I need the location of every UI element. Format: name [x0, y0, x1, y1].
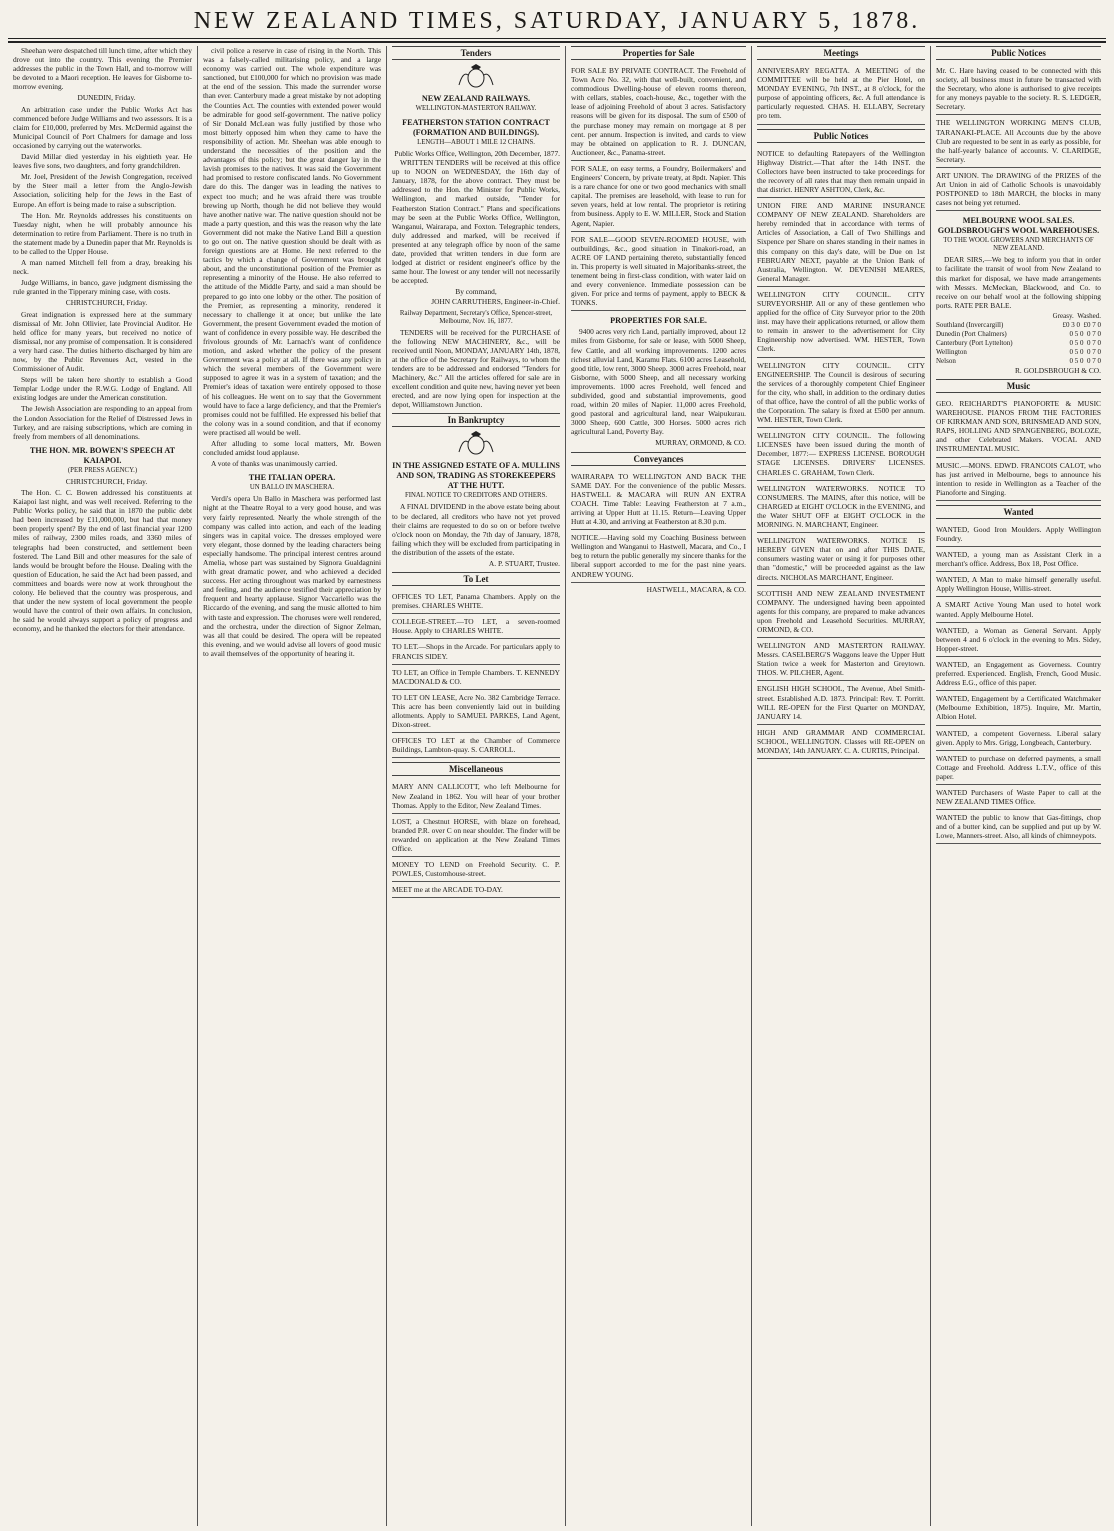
meeting-ad: ANNIVERSARY REGATTA. A MEETING of the COMMITTEE will be held at the Pier Hotel, on MONDAY EVENING, 7th INST., at 8 o'clock, for the purpose of appointing officers, &c. A full attendance is particularly requested. CHAS. H. ELLABY, Secretary pro tem. — [757, 63, 925, 125]
conveyance-ad: WAIRARAPA TO WELLINGTON AND BACK THE SAME DAY. For the convenience of the public Messrs. HASTWELL & MACARA will RUN AN EXTRA COACH. Time Table: Leaving Featherston at 7 a.m., arriving at Upper Hutt at 11.15. Return—Leaving Upper Hutt at 4.30, and arriving at Featherston at 8.30 p.m. — [571, 469, 746, 531]
column-2 — [198, 46, 387, 1526]
rate-washed: £0 7 0 — [1083, 320, 1101, 329]
property-ad: FOR SALE—GOOD SEVEN-ROOMED HOUSE, with outbuildings, &c., good situation in Tinakori-road, an ACRE OF LAND pertaining thereto, substantially fenced in. This property is well situated in Majoribanks-street, the tenement being in first-class condition, with water laid on and every convenience. Immediate possession can be given. For price and terms of payment, apply to BECK & TONKS. — [571, 232, 746, 312]
wool-signer: R. GOLDSBROUGH & CO. — [1014, 365, 1101, 375]
article-headline: THE HON. MR. BOWEN'S SPEECH AT KAIAPOI. — [29, 445, 176, 465]
rate-row — [936, 330, 1101, 339]
to-let-ad: OFFICES TO LET, Panama Chambers. Apply on the premises. CHARLES WHITE. — [392, 589, 560, 614]
to-let-ad: OFFICES TO LET at the Chamber of Commerce Buildings, Lambton-quay. S. CARROLL. — [392, 733, 560, 758]
section-head-properties: Properties for Sale — [571, 46, 746, 60]
tender-body: WRITTEN TENDERS will be received at this office up to NOON on WEDNESDAY, the 16th day of January, 1878, for the above contract. They must be addressed to the Hon. the Minister for Public Works, Wellington, and marked outside, "Tender for Featherston Station Contract." Plans and specifications may be seen at the Public Works Office, Wellington, Wanganui, Wairarapa, and Foxton. Telegraphic tenders, duly addressed and marked, will be received if presented at any telegraph office by noon of the same date, provided that written tenders in due form are lodged at district or resident engineer's office by the same hour. The lowest or any tender will not necessarily be accepted. — [392, 158, 560, 286]
misc-ad: MONEY TO LEND on Freehold Security. C. P. POWLES, Customhouse-street. — [392, 857, 560, 882]
public-notice: WELLINGTON CITY COUNCIL. CITY SURVEYORSHIP. All or any of these gentlemen who applied for the office of City Surveyor prior to the 20th inst. may have their applications returned, or allow them to remain in answer to the advertisement for City Engineership now advertised. WM. HESTER, Town Clerk. — [757, 287, 925, 358]
section-head-bankruptcy: In Bankruptcy — [392, 413, 560, 427]
news-paragraph: The Jewish Association are responding to an appeal from the London Association for the Relief of Distressed Jews in Turkey, and are raising subscriptions, which are coming in freely from members of all denominations. — [13, 404, 192, 441]
public-notice: THE WELLINGTON WORKING MEN'S CLUB, TARANAKI-PLACE. All Accounts due by the above Club are requested to be sent in as early as possible, for the half-yearly balance of accounts. V. CLARIDGE, Secretary. — [936, 115, 1101, 167]
wanted-ad: WANTED, Engagement by a Certificated Watchmaker (Melbourne Exhibition, 1875). Inquire, Mr. Martin, Albion Hotel. — [936, 691, 1101, 725]
bankruptcy-title: IN THE ASSIGNED ESTATE OF A. MULLINS AND SON, TRADING AS STOREKEEPERS AT THE HUTT. — [392, 461, 560, 491]
office-dateline: Public Works Office, Wellington, 20th December, 1877. — [394, 149, 560, 158]
rate-greasy: £0 3 0 — [1062, 320, 1080, 329]
contract-title: FEATHERSTON STATION CONTRACT (FORMATION AND BUILDINGS). — [402, 118, 550, 137]
conveyance-ad: NOTICE.—Having sold my Coaching Business between Wellington and Wanganui to Hastwell, Macara, and Co., I beg to return the public generally my sincere thanks for the liberal support accorded to me for the past nine years. ANDREW YOUNG. — [571, 530, 746, 582]
section-head-to-let: To Let — [392, 572, 560, 586]
news-paragraph: The Hon. Mr. Reynolds addresses his constituents on Tuesday night, when he will probably announce his determination to retire from Parliament. There is no truth in the statement made by a Dunedin paper that Mr. Reynolds is to be called to the Upper House. — [13, 210, 192, 256]
section-head-public-notices: Public Notices — [936, 46, 1101, 60]
to-let-ad: TO LET ON LEASE, Acre No. 382 Cambridge Terrace. This acre has been conveniently laid out in building allotments. Apply to SAMUEL PARKES, Land Agent, Dixon-street. — [392, 690, 560, 733]
rate-washed: 0 7 0 — [1087, 329, 1101, 338]
news-paragraph: civil police a reserve in case of rising in the North. This was a falsely-called militarising policy, and a large economy was carried out. The whole expenditure was sanctioned, but £100,000 for which no provision was made at the end of the session. This made the surrender worse than ever. Canterbury made a great mistake by not adopting the Counties Act. The counties with extended power would be admirable for good self-government. The native policy of Sir Donald McLean was fully justified by those who most bitterly opposed him when they came to have the responsibility of action. Mr. Sheehan was able enough to understand the necessities of the position and the advantages of this policy; but the great danger lay in the lavish promises to the natives. It was said the Government had promised to restore confiscated lands. No Government dare do this. The danger was in leading the natives to expect too much; and he was afraid there was trouble brewing up North, though he did not believe they would have another native war. The native question should not be made a party question, and this was the reason why the late Government did not make the Native Land Bill a question to go out on. The native question should be dealt with as foreign questions are at Home. He next referred to the tactics by which a change of Government was brought about, and the unconstitutional position of the Premier as representing a minority of the House. He also referred to the attitude of the Middle Party, and said a man should be prepared to go into one lobby or the other. The position of the Premier, as representing a minority, rendered it necessary to challenge it at once; but unlike the late Government, the present Government evaded the motion of want of confidence in every possible way. He described the frivolous grounds of Mr. Larnach's want of confidence motion, and asked whether the policy of the present Government was a policy at all. If there was any policy in which the several members of the Government were supposed to agree it was in a system of taxation; and the Premier's ideas of taxation were entirely opposed to those of his colleagues. He went on to say that the Government would have to face a large deficiency, and that the Premier's promises could not be fulfilled. He expressed his belief that the colony was in a sound condition, and that if economy were practised all would be well. — [203, 46, 381, 437]
public-notice: WELLINGTON CITY COUNCIL. The following LICENSES have been issued during the month of December, 1877:— EXPRESS LICENSE. BOROUGH STAGE LICENSES. DRIVERS' LICENSES. CHARLES C. GRAHAM, Town Clerk. — [757, 428, 925, 480]
railways-title: NEW ZEALAND RAILWAYS. — [421, 94, 531, 103]
rate-greasy: 0 5 0 — [1069, 347, 1084, 356]
public-notice: ART UNION. The DRAWING of the PRIZES of the Art Union in aid of Catholic Schools is unavoidably POSTPONED to 18th MARCH, the blocks in many cases not being yet returned. — [936, 168, 1101, 211]
misc-ad: MEET me at the ARCADE TO-DAY. — [392, 882, 560, 898]
masthead-rule — [8, 38, 1106, 39]
contract-length: LENGTH—ABOUT 1 MILE 12 CHAINS. — [417, 139, 535, 146]
wanted-ad: WANTED, a competent Governess. Liberal salary given. Apply to Mrs. Grigg, Longbeach, Canterbury. — [936, 726, 1101, 751]
wanted-ad: WANTED, a Woman as General Servant. Apply between 4 and 6 o'clock in the evening to Mrs. Sidey, Hopper-street. — [936, 623, 1101, 657]
music-ad: GEO. REICHARDT'S PIANOFORTE & MUSIC WAREHOUSE. PIANOS FROM THE FACTORIES OF KIRKMAN AND SON, BRINSMEAD AND SON, RAPS, HOLLING AND SPANGENBERG, BOLOZE, and other Celebrated Makers. VOCAL AND INSTRUMENTAL MUSIC. — [936, 396, 1101, 458]
railways-line: WELLINGTON-MASTERTON RAILWAY. — [415, 105, 537, 112]
news-paragraph: Mr. Joel, President of the Jewish Congregation, received by the Steer mail a letter from the Anglo-Jewish Association, soliciting help for the Jews in the East of Europe. An effort is being made to raise a subscription. — [13, 172, 192, 209]
section-head-meetings: Meetings — [757, 46, 925, 60]
rate-row — [936, 321, 1101, 330]
wanted-ad: WANTED, a young man as Assistant Clerk in a merchant's office. Address, Box 18, Post Office. — [936, 547, 1101, 572]
public-notice: WELLINGTON WATERWORKS. NOTICE IS HEREBY GIVEN that on and after THIS DATE, consumers wasting water or using it for purposes other than "domestic," will be proceeded against as the law directs. NICHOLAS MARCHANT, Engineer. — [757, 533, 925, 585]
music-ad: MUSIC.—MONS. EDWD. FRANCOIS CALOT, who has just arrived in Melbourne, begs to announce his intention to reside in Wellington as a Teacher of the Pianoforte and Singing. — [936, 458, 1101, 501]
wanted-ad: WANTED Purchasers of Waste Paper to call at the NEW ZEALAND TIMES Office. — [936, 785, 1101, 810]
section-head-public-notices: Public Notices — [757, 129, 925, 143]
conveyances-signer: HASTWELL, MACARA, & CO. — [646, 584, 746, 594]
properties-list: 9400 acres very rich Land, partially improved, about 12 miles from Gisborne, for sale or lease, with 5000 Sheep, few Cattle, and all working improvements. 1200 acres richest alluvial Land, Karamu Flats. 6100 acres Leasehold, good title, low rent, 3000 Sheep. 3000 acres Freehold, near Gisborne, with 5000 Sheep, and all necessary working improvements. 1000 acres Freehold, well fenced and subdivided, good and substantial improvements, good road, within 20 miles of Napier. 11,000 acres Freehold, good pastoral and agricultural land, near Waipukurau. 3000 Sheep, 600 Cattle, 300 Horses. 5000 acres rich agricultural Land, Poverty Bay. — [571, 327, 746, 437]
columns — [8, 46, 1106, 1526]
tender-sale-body: TENDERS will be received for the PURCHASE of the following NEW MACHINERY, &c., will be received until Noon, MONDAY, JANUARY 14th, 1878, at the office of the Secretary for Railways, to whom the tenders are to be addressed and endorsed "Tenders for Machinery, &c." All the articles offered for sale are in excellent condition and quite new, having never yet been erected, and are now lying open for inspection at the depot, Williamstown Junction. — [392, 327, 561, 410]
section-head-tenders: Tenders — [392, 46, 560, 60]
to-let-ad: TO LET.—Shops in the Arcade. For particulars apply to FRANCIS SIDEY. — [392, 639, 560, 664]
property-ad: FOR SALE, on easy terms, a Foundry, Boilermakers' and Engineers' Concern, by private treaty, at 8pdt. Napier. This is a rare chance for one or two good mechanics with small capital. The premises are leasehold, with lease to run for seven years, held at low rental. The proprietor is retiring from business. Apply to E. W. MILLER, Stock and Station Agent, Napier. — [571, 161, 746, 232]
public-notice: Mr. C. Hare having ceased to be connected with this society, all business must in future be transacted with the Secretary, who alone is authorised to give receipts for any moneys payable to the society. R. S. LEDGER, Secretary. — [936, 63, 1101, 115]
bankruptcy-notice: FINAL NOTICE TO CREDITORS AND OTHERS. — [404, 492, 548, 500]
rate-port: Southland (Invercargill) — [936, 320, 1004, 329]
section-head-miscellaneous: Miscellaneous — [392, 762, 560, 776]
tender-signer: JOHN CARRUTHERS, Engineer-in-Chief. — [431, 296, 560, 306]
rate-washed: 0 7 0 — [1087, 347, 1101, 356]
dateline: CHRISTCHURCH, Friday. — [65, 298, 148, 308]
wool-body: DEAR SIRS,—We beg to inform you that in order to facilitate the transit of wool from New Zealand to this market for disposal, we have made arrangements with Messrs. McMeckan, Blackwood, and Co. to receive on our behalf wool at the following shipping ports. RATE PER BALE. — [936, 255, 1101, 310]
rate-washed: 0 7 0 — [1087, 338, 1101, 347]
property-ad: FOR SALE BY PRIVATE CONTRACT. The Freehold of Town Acre No. 32, with that well-built, convenient, and commodious Dwelling-house of eleven rooms thereon, with cellars, stables, coach-house, &c., together with the lease of adjoining Freehold of about 3 acres. Satisfactory reasons will be given for its disposal. The sum of £500 of the purchase money may remain on mortgage at 8 per cent. per annum. Inspection is invited, and cards to view may be obtained on application to R. J. DUNCAN, Auctioneer, &c., Panama-street. — [571, 63, 746, 161]
section-head-conveyances: Conveyances — [571, 452, 746, 466]
wanted-ad: WANTED, an Engagement as Governess. Country preferred. Experienced. English, French, Good Music. Address E.G., office of this paper. — [936, 657, 1101, 691]
rate-greasy: 0 5 0 — [1069, 338, 1084, 347]
rate-row — [936, 348, 1101, 357]
wanted-ad: WANTED the public to know that Gas-fittings, chop and of a butter kind, can be supplied and put up by W. Lowe, Manners-street. Also, all kinds of chimneypots. — [936, 810, 1101, 844]
rate-header-row — [936, 312, 1101, 321]
rate-row — [936, 357, 1101, 366]
rate-header-greasy: Greasy. — [1052, 311, 1074, 320]
article-subhead: UN BALLO IN MASCHERA. — [249, 484, 335, 492]
public-notice: WELLINGTON CITY COUNCIL. CITY ENGINEERSHIP. The Council is desirous of securing the services of a thoroughly competent Chief Engineer for the city, who shall, in addition to the ordinary duties of that office, have the control of all the public works of the Corporation. The salary is fixed at £500 per annum. WM. HESTER, Town Clerk. — [757, 358, 925, 429]
royal-crest-icon — [453, 63, 499, 89]
news-paragraph: Verdi's opera Un Ballo in Maschera was performed last night at the Theatre Royal to a very good house, and was very fairly represented. Nearly the whole strength of the company was called into action, and each of the leading singers was in capital voice. The dresses employed were very elegant, those donned by the leading characters being especially handsome. The principal interest centres around Amelia, whose part was sustained by Signora Gualdagnini with great dramatic power, and who achieved a decided success. Her acting throughout was marked by earnestness and feeling, and the audience testified their appreciation by frequent and hearty applause. Signor Vaccariello was the Riccardo of the evening, and sang the music allotted to him with taste and expression. The choruses were well rendered, and the orchestra, under the direction of Signor Zelman, was all that could be desired. The opera will be repeated this evening, and we would advise all lovers of good music to avail themselves of the opportunity of hearing it. — [203, 494, 381, 658]
article-subhead: (PER PRESS AGENCY.) — [67, 466, 138, 474]
masthead: NEW ZEALAND TIMES, SATURDAY, JANUARY 5, 1878. — [193, 8, 921, 34]
to-let-ad: TO LET, an Office in Temple Chambers. T. KENNEDY MACDONALD & CO. — [392, 665, 560, 690]
public-notice: SCOTTISH AND NEW ZEALAND INVESTMENT COMPANY. The undersigned having been appointed agents for this company, are prepared to make advances upon Freehold and Leasehold Securities. MURRAY, ORMOND, & CO. — [757, 586, 925, 638]
properties-head: PROPERTIES FOR SALE. — [610, 316, 707, 326]
news-paragraph: An arbitration case under the Public Works Act has commenced before Judge Williams and two assessors. It is a claim for £10,000, preferred by Mrs. McDermid against the Municipal Council of Port Chalmers for damage and loss occasioned by carrying out the waterworks. — [13, 104, 192, 150]
public-notice: WELLINGTON WATERWORKS. NOTICE TO CONSUMERS. The MAINS, after this notice, will be CHARGED at EIGHT O'CLOCK in the EVENING, and the Water SHUT OFF at EIGHT O'CLOCK in the MORNING. N. MARCHANT, Engineer. — [757, 481, 925, 533]
public-notice: NOTICE to defaulting Ratepayers of the Wellington Highway District.—That after the 14th INST. the Collectors have been instructed to take proceedings for the recovery of all rates that may then remain unpaid in that district. HENRY ASHTON, Clerk, &c. — [757, 146, 925, 198]
masthead-rule-thick — [8, 41, 1106, 43]
wanted-ad: WANTED, Good Iron Moulders. Apply Wellington Foundry. — [936, 522, 1101, 547]
column-3 — [387, 46, 566, 1526]
news-paragraph: A vote of thanks was unanimously carried. — [211, 459, 338, 469]
public-notice: ENGLISH HIGH SCHOOL, The Avenue, Abel Smith-street. Established A.D. 1873. Principal: Rev. T. Porritt. WILL RE-OPEN for the First Quarter on MONDAY, JANUARY 14. — [757, 681, 925, 724]
rate-row — [936, 339, 1101, 348]
article-headline: THE ITALIAN OPERA. — [248, 473, 336, 483]
rate-port: Wellington — [936, 347, 967, 356]
column-4 — [566, 46, 752, 1526]
royal-crest-icon — [453, 430, 499, 456]
column-5 — [752, 46, 931, 1526]
news-paragraph: Sheehan were despatched till lunch time, after which they drove out into the country. This evening the Premier addresses the public in the Town Hall, and to-morrow will be devoted to a Maori reception. He leaves for Gisborne to-morrow evening. — [13, 46, 192, 92]
rate-washed: 0 7 0 — [1087, 356, 1101, 365]
news-paragraph: The Hon. C. C. Bowen addressed his constituents at Kaiapoi last night, and was well received. Referring to the Public Works policy, he said that in 1870 the public debt had been increased by £11,000,000, but had that money been properly spent? By the end of last financial year 1200 miles of railway, 2300 miles roads, and 3360 miles of telegraphs had been constructed, and settlement been fostered. The Land Bill and other measures for the sale of lands would be brought before the House. Dealing with the question of Education, he said the Act had been passed, and committees and boards were now at work throughout the colony. He believed that the country was prosperous, and that under the new system of local government the people would have the control of their own affairs. In conclusion, he said he would always support a policy of progress and economy, and he thanked the electors for their attendance. — [13, 487, 192, 634]
rate-greasy: 0 5 0 — [1069, 329, 1084, 338]
rate-port: Canterbury (Port Lyttelton) — [936, 338, 1013, 347]
public-notice: WELLINGTON AND MASTERTON RAILWAY. Messrs. CASELBERG'S Waggons leave the Upper Hutt Station twice a week for Masterton and Greytown. THOS. W. PILCHER, Agent. — [757, 638, 925, 681]
news-paragraph: Steps will be taken here shortly to establish a Good Templar Lodge under the R.W.G. Lodge of England. All existing lodges are under the American constitution. — [13, 375, 192, 403]
public-notice: HIGH AND GRAMMAR AND COMMERCIAL SCHOOL, WELLINGTON. Classes will RE-OPEN on MONDAY, 14th JANUARY. C. A. CURTIS, Principal. — [757, 725, 925, 759]
wanted-ad: WANTED to purchase on deferred payments, a small Cottage and Freehold. Address L.T.V., office of this paper. — [936, 751, 1101, 785]
section-head-wanted: Wanted — [936, 505, 1101, 519]
news-paragraph: A man named Mitchell fell from a dray, breaking his neck. — [13, 258, 192, 277]
bankruptcy-signer: A. P. STUART, Trustee. — [488, 559, 560, 568]
public-notice: UNION FIRE AND MARINE INSURANCE COMPANY OF NEW ZEALAND. Shareholders are hereby reminded that in accordance with terms of Articles of Association, a Call of Two Shillings and Sixpence per Share on shares standing in their names in this company on this day's date, will be Due on 1st FEBRUARY NEXT, payable at the Union Bank of Australia, Wellington. W. DEVENISH MEARES, General Manager. — [757, 198, 925, 287]
misc-ad: MARY ANN CALLICOTT, who left Melbourne for New Zealand in 1862. You will hear of your brother Thomas. Apply to the Editor, New Zealand Times. — [392, 779, 560, 813]
news-paragraph: After alluding to some local matters, Mr. Bowen concluded amidst loud applause. — [203, 439, 381, 458]
rate-port: Nelson — [936, 356, 956, 365]
dateline: CHRISTCHURCH, Friday. — [65, 476, 148, 486]
rate-header-washed: Washed. — [1077, 311, 1101, 320]
column-6 — [931, 46, 1106, 1526]
news-paragraph: Judge Williams, in banco, gave judgment dismissing the rule granted in the Tipperary mining case, with costs. — [13, 278, 192, 297]
news-paragraph: Great indignation is expressed here at the summary dismissal of Mr. John Ollivier, late Provincial Auditor. He held office for many years, but received no notice of dismissal, nor any promise of compensation. It is considered a very hard case. The duties hitherto discharged by him are now, by the Public Revenues Act, vested in the Commissioner of Audit. — [13, 309, 192, 374]
news-paragraph: David Millar died yesterday in his eightieth year. He leaves five sons, two daughters, and forty grandchildren. — [13, 152, 192, 171]
misc-ad: LOST, a Chestnut HORSE, with blaze on forehead, branded P.R. over C on near shoulder. The finder will be rewarded on application at the New Zealand Times Office. — [392, 814, 560, 857]
wool-headline: MELBOURNE WOOL SALES. GOLDSBROUGH'S WOOL WAREHOUSES. — [937, 216, 1100, 236]
rate-greasy: 0 5 0 — [1069, 356, 1084, 365]
wanted-ad: A SMART Active Young Man used to hotel work wanted. Apply Melbourne Hotel. — [936, 597, 1101, 622]
rate-port: Dunedin (Port Chalmers) — [936, 329, 1007, 338]
by-command: By command, — [455, 287, 497, 297]
section-head-music: Music — [936, 379, 1101, 393]
wanted-ad: WANTED, A Man to make himself generally useful. Apply Wellington House, Willis-street. — [936, 572, 1101, 597]
dateline: DUNEDIN, Friday. — [77, 93, 136, 103]
railway-dept: Railway Department, Secretary's Office, Spencer-street, Melbourne, Nov. 16, 1877. — [399, 309, 553, 325]
properties-signer: MURRAY, ORMOND, & CO. — [655, 438, 746, 448]
column-1 — [8, 46, 198, 1526]
bankruptcy-body: A FINAL DIVIDEND in the above estate being about to be declared, all creditors who have not yet proved their claims are requested to do so on or before twelve o'clock noon on Monday, the 7th day of January, 1878, failing which they will be excluded from participating in the distribution of the assets of the estate. — [392, 502, 560, 557]
wool-subhead: TO THE WOOL GROWERS AND MERCHANTS OF NEW ZEALAND. — [943, 237, 1094, 253]
to-let-ad: COLLEGE-STREET.—TO LET, a seven-roomed House. Apply to CHARLES WHITE. — [392, 614, 560, 639]
